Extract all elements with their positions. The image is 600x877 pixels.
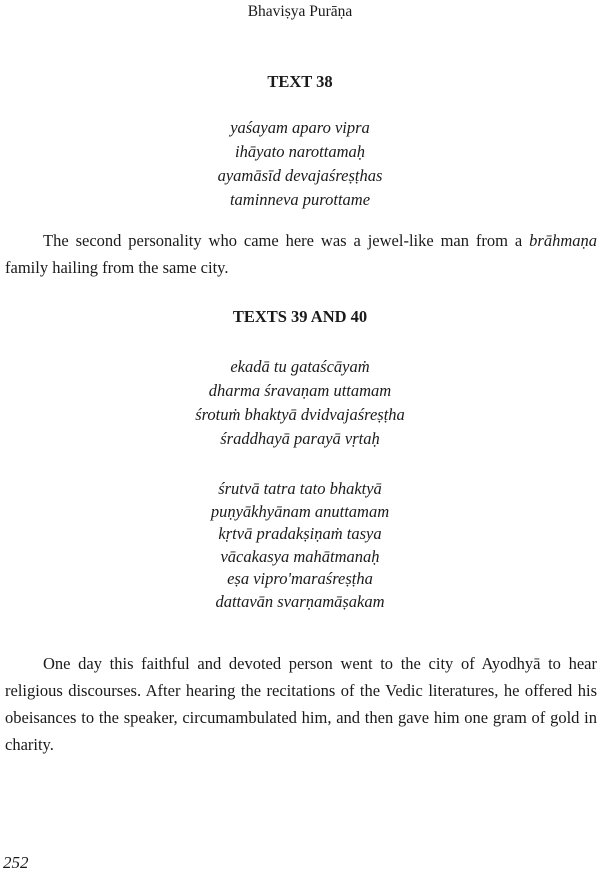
verse-39 — [0, 355, 600, 451]
translation-38 — [5, 228, 597, 281]
verse-line: yaśayam aparo vipra — [230, 118, 370, 137]
verse-line: kṛtvā pradakṣiṇaṁ tasya — [218, 524, 382, 543]
verse-line: śrotuṁ bhaktyā dvidvajaśreṣṭha — [195, 405, 405, 424]
verse-40 — [0, 478, 600, 613]
translation-text: family hailing from the same city. — [5, 257, 229, 277]
verse-line: vācakasya mahātmanaḥ — [220, 546, 380, 566]
verse-38 — [0, 116, 600, 212]
translation-39-40: One day this faithful and devoted person went to the city of Ayodhyā to hear religious discourses. After hearing the recitations of the Vedic literatures, he offered his obeisances to the speaker, circumambulated him, and then gave him one gram of gold in charity. — [5, 654, 597, 754]
verse-line: ihāyato narottamaḥ — [234, 142, 365, 161]
verse-line: puṇyākhyānam anuttamam — [210, 501, 390, 521]
page-number: 252 — [3, 853, 29, 872]
verse-line: śraddhayā parayā vṛtaḥ — [220, 429, 380, 448]
verse-line: ayamāsīd devajaśreṣṭhas — [217, 166, 383, 185]
text-38-heading: TEXT 38 — [267, 72, 333, 91]
verse-line: dharma śravaṇam uttamam — [208, 381, 392, 400]
running-header: Bhaviṣya Purāṇa — [247, 3, 353, 20]
translation-text: The second personality who came here was a jewel-like man from a — [43, 231, 530, 250]
verse-line: ekadā tu gataścāyaṁ — [230, 357, 370, 376]
verse-line: dattavān svarṇamāṣakam — [215, 591, 385, 611]
translation-emphasis: brāhmaṇa — [529, 231, 597, 250]
texts-39-40-heading: TEXTS 39 AND 40 — [232, 307, 368, 326]
verse-line: eṣa vipro'maraśreṣṭha — [227, 569, 373, 588]
verse-line: śrutvā tatra tato bhaktyā — [218, 479, 382, 498]
verse-line: taminneva purottame — [229, 190, 371, 209]
